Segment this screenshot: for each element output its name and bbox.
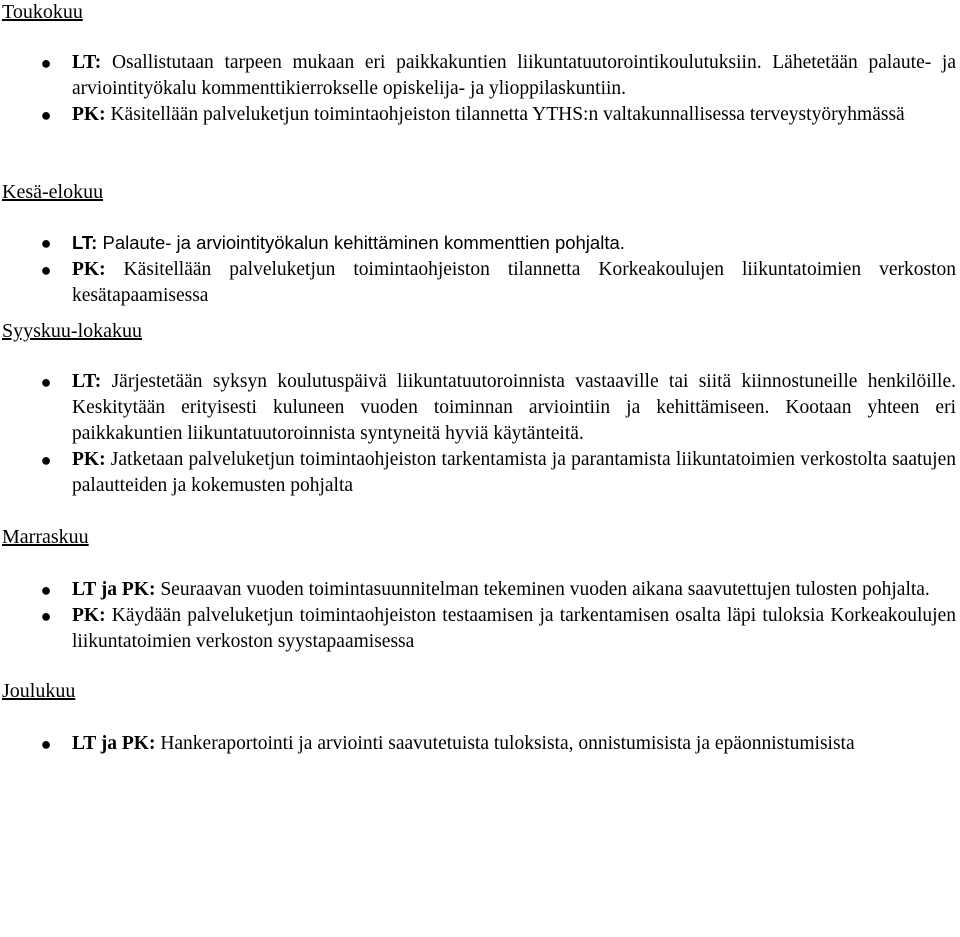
- bullet-icon: ●: [40, 606, 52, 626]
- item-lead: PK:: [72, 259, 106, 280]
- item-text: Seuraavan vuoden toimintasuunnitelman tekeminen vuoden aikana saavutettujen tulosten pohjalta.: [155, 579, 930, 600]
- bullet-icon: ●: [40, 580, 52, 600]
- item-text: Palaute- ja arviointityökalun kehittäminen kommenttien pohjalta.: [97, 232, 625, 253]
- item-lead: LT:: [72, 232, 98, 253]
- list-item: [0, 102, 960, 128]
- bullet-list: [0, 731, 960, 757]
- list-item: [0, 447, 960, 499]
- bullet-list: [0, 369, 960, 499]
- list-item: [0, 369, 960, 447]
- section-toukokuu: [0, 0, 960, 128]
- item-text: Hankeraportointi ja arviointi saavutetuista tuloksista, onnistumisista ja epäonnistumisista: [155, 733, 855, 754]
- bullet-icon: ●: [40, 233, 52, 253]
- item-text: Jatketaan palveluketjun toimintaohjeiston tarkentamista ja parantamista liikuntatoimien verkostolta saatujen palautteiden ja kokemusten pohjalta: [72, 449, 956, 496]
- section-kesa-elokuu: [0, 180, 960, 309]
- list-item: [0, 50, 960, 102]
- item-text: Järjestetään syksyn koulutuspäivä liikuntatuutoroinnista vastaaville tai siitä kiinnostuneille henkilöille. Keskitytään erityisesti kuluneen vuoden toiminnan arviointiin ja kehittämiseen. Kootaan yhteen eri paikkakuntien liikuntatuutoroinnista syntyneitä hyviä käytänteitä.: [72, 371, 956, 444]
- item-lead: PK:: [72, 605, 106, 626]
- section-syyskuu-lokakuu: [0, 319, 960, 499]
- section-heading: Kesä-elokuu: [2, 181, 104, 203]
- item-lead: PK:: [72, 104, 106, 125]
- bullet-icon: ●: [40, 734, 52, 754]
- item-lead: LT:: [72, 52, 102, 73]
- list-item: [0, 577, 960, 603]
- item-lead: PK:: [72, 449, 106, 470]
- section-marraskuu: [0, 525, 960, 655]
- section-heading: Joulukuu: [2, 680, 76, 702]
- list-item: [0, 731, 960, 757]
- list-item: [0, 230, 960, 257]
- section-heading: Marraskuu: [2, 526, 89, 548]
- bullet-icon: ●: [40, 372, 52, 392]
- item-text: Käsitellään palveluketjun toimintaohjeiston tilannetta Korkeakoulujen liikuntatoimien verkoston kesätapaamisessa: [72, 259, 956, 306]
- section-joulukuu: [0, 679, 960, 757]
- section-heading: Toukokuu: [2, 1, 83, 23]
- bullet-list: [0, 50, 960, 128]
- section-heading: Syyskuu-lokakuu: [2, 320, 142, 342]
- item-text: Osallistutaan tarpeen mukaan eri paikkakuntien liikuntatuutorointikoulutuksiin. Lähetetään palaute- ja arviointityökalu kommenttikierrokselle opiskelija- ja ylioppilaskuntiin.: [72, 52, 956, 99]
- item-lead: LT ja PK:: [72, 579, 156, 600]
- item-lead: LT ja PK:: [72, 733, 156, 754]
- bullet-icon: ●: [40, 53, 52, 73]
- list-item: [0, 257, 960, 309]
- bullet-list: [0, 230, 960, 309]
- bullet-icon: ●: [40, 450, 52, 470]
- item-lead: LT:: [72, 371, 102, 392]
- bullet-icon: ●: [40, 260, 52, 280]
- list-item: [0, 603, 960, 655]
- item-text: Käydään palveluketjun toimintaohjeiston testaamisen ja tarkentamisen osalta läpi tuloksia Korkeakoulujen liikuntatoimien verkoston syystapaamisessa: [72, 605, 956, 652]
- item-text: Käsitellään palveluketjun toimintaohjeiston tilannetta YTHS:n valtakunnallisessa terveystyöryhmässä: [105, 104, 905, 125]
- bullet-icon: ●: [40, 105, 52, 125]
- bullet-list: [0, 577, 960, 655]
